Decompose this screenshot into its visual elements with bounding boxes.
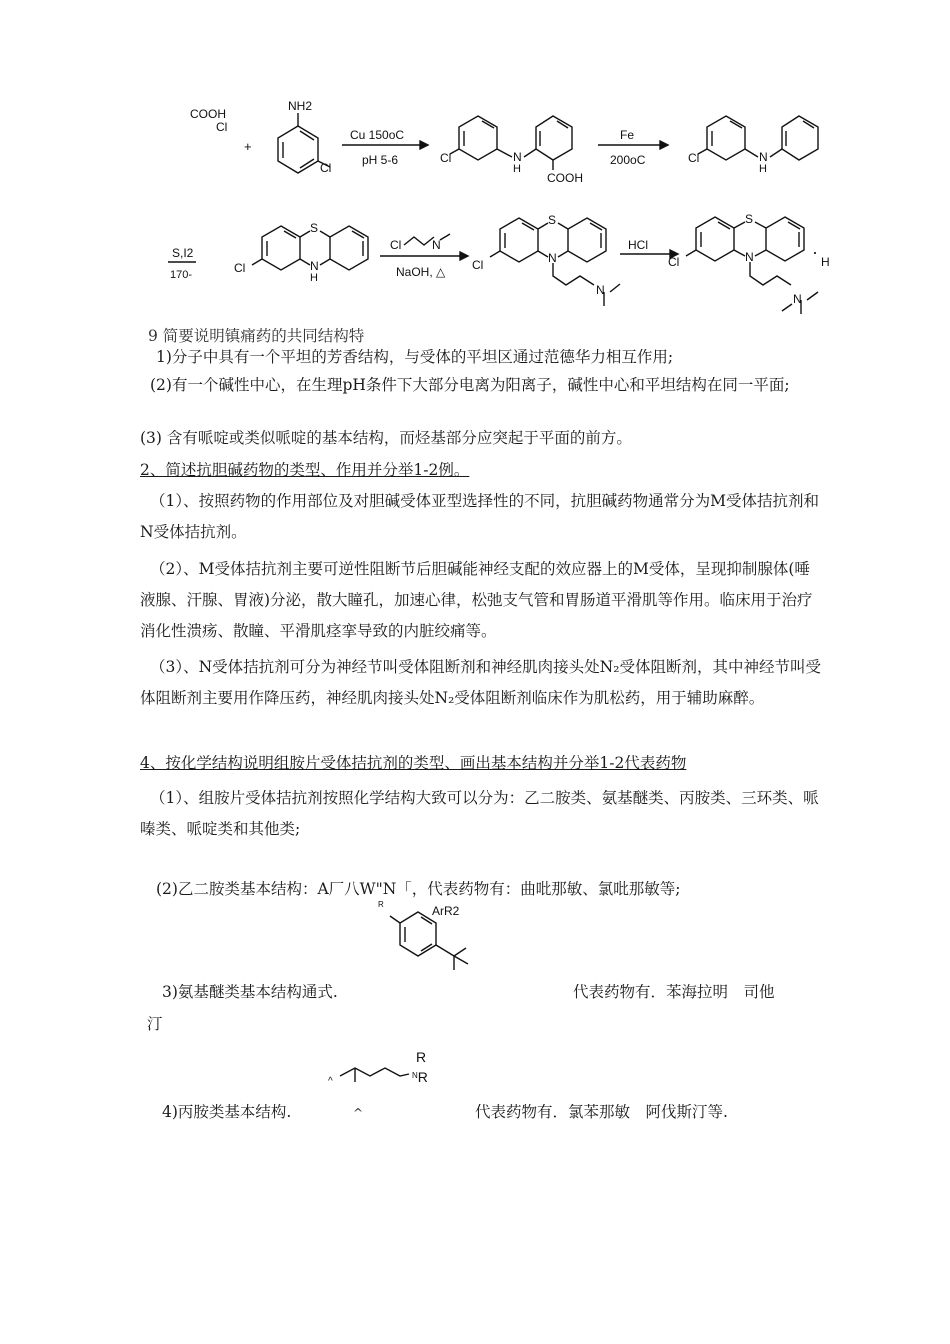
arrow3-methyl [440,234,450,240]
chlorpromazine-hcl-s-label: S [745,212,754,226]
product1-h-label: H [513,163,521,175]
q4-paragraph-4-right: 代表药物有．氯苯那敏 阿伐斯汀等. [475,1103,728,1121]
reactant1-cooh-label: COOH [190,107,226,121]
q2-heading: 2、简述抗胆碱药物的类型、作用并分举1-2例。 [140,461,470,479]
product1-n-label: N [513,150,522,164]
synthesis-scheme [0,0,950,330]
phenothiazine-s-label: S [310,221,319,235]
q4-heading: 4、按化学结构说明组胺片受体拮抗剂的类型、画出基本结构并分举1-2代表药物 [140,754,687,772]
arrow3-chain [404,237,434,245]
hcl-dot: · [812,242,818,262]
arrow2-bottom-label: 200oC [610,153,646,167]
q9-point-3: (3) 含有哌啶或类似哌啶的基本结构，而烃基部分应突起于平面的前方。 [140,429,632,447]
chlorpromazine-hcl-cl-label: Cl [668,255,680,269]
propylamine-caret: ^ [328,1076,333,1087]
arrow1-head [420,141,428,149]
product2-h-label: H [759,163,767,175]
reactant1-cl-label: Cl [216,120,228,134]
arrow1-top-label: Cu 150oC [350,128,405,142]
product2-n-label: N [759,150,768,164]
arrow1-bottom-label: pH 5-6 [362,153,399,167]
reagent-bottom-label: 170- [170,269,193,281]
chlorpromazine-hcl-n-label: N [745,250,754,264]
propylamine-nr-label: $^N$R [412,1069,428,1085]
chlorpromazine-n-label: N [548,251,557,265]
phenothiazine-cl-label: Cl [234,261,246,275]
chlorpromazine-amine-label: N [596,283,605,297]
arrow3-n-label: N [432,238,441,252]
product1-cooh-label: COOH [547,171,583,185]
q9-point-2: (2)有一个碱性中心，在生理pH条件下大部分电离为阳离子，碱性中心和平坦结构在同一平面; [150,376,790,394]
chlorpromazine-s-label: S [548,213,557,227]
phenothiazine-h-label: H [310,272,318,284]
q4-paragraph-4-left: 4)丙胺类基本结构. [162,1103,292,1121]
chlorpromazine-cl-label: Cl [472,258,484,272]
q4-paragraph-4-caret: ^ [353,1106,364,1120]
q4-paragraph-2: (2)乙二胺类基本结构：A厂八W"N「，代表药物有：曲吡那敏、氯吡那敏等; [156,880,681,898]
q2-paragraph-1: （1）、按照药物的作用部位及对胆碱受体亚型选择性的不同，抗胆碱药物通常分为M受体拮抗剂和N受体拮抗剂。 [140,492,819,541]
product2-structure [698,116,818,160]
reagent-label: S,I2 [172,246,194,260]
aminoether-structure [370,896,490,976]
product2-cl-label: Cl [688,151,700,165]
aminoether-ar-label: ArR2 [432,904,460,918]
q2-paragraph-2: （2）、M受体拮抗剂主要可逆性阻断节后胆碱能神经支配的效应器上的M受体，呈现抑制腺体(唾液腺、汗腺、胃液)分泌，散大瞳孔，加速心律，松弛支气管和胃肠道平滑肌等作用。临床用于治疗消化性溃疡、散瞳、平滑肌痉挛导致的内脏绞痛等。 [140,560,813,640]
aminoether-r-label: R [378,900,384,909]
q2-paragraph-3: （3）、N受体拮抗剂可分为神经节叫受体阻断剂和神经肌肉接头处N₂受体阻断剂，其中神经节叫受体阻断剂主要用作降压药，神经肌肉接头处N₂受体阻断剂临床作为肌松药，用于辅助麻醉。 [140,658,821,707]
q9-heading: 9 简要说明镇痛药的共同结构特 [148,327,365,345]
product1-structure [450,116,572,170]
arrow3-cl-label: Cl [390,238,402,252]
reactant2-cl-label: Cl [320,161,332,175]
q4-paragraph-3-right: 代表药物有．苯海拉明 司他 [573,983,775,1001]
reactant2-nh2-label: NH2 [288,99,313,113]
arrow3-bottom-label: NaOH, △ [396,265,446,279]
phenothiazine-n-label: N [310,259,319,273]
arrow2-head [660,141,668,149]
q4-paragraph-3-continued: 汀 [147,1015,163,1033]
propylamine-r-top: R [416,1049,427,1065]
hcl-h-label: H [821,255,830,269]
product1-cl-label: Cl [440,151,452,165]
arrow2-top-label: Fe [620,128,635,142]
q4-paragraph-3-left: 3)氨基醚类基本结构通式. [162,983,338,1001]
arrow3-head [460,252,468,260]
q9-point-1: 1)分子中具有一个平坦的芳香结构，与受体的平坦区通过范德华力相互作用; [156,348,674,366]
plus-sign: + [244,139,252,154]
chlorpromazine-hcl-amine-label: N [793,292,802,306]
propylamine-structure [320,1042,450,1102]
q4-paragraph-1: （1）、组胺片受体拮抗剂按照化学结构大致可以分为：乙二胺类、氨基醚类、丙胺类、三环类、哌嗪类、哌啶类和其他类; [140,789,819,838]
arrow4-top-label: HCl [628,238,648,252]
